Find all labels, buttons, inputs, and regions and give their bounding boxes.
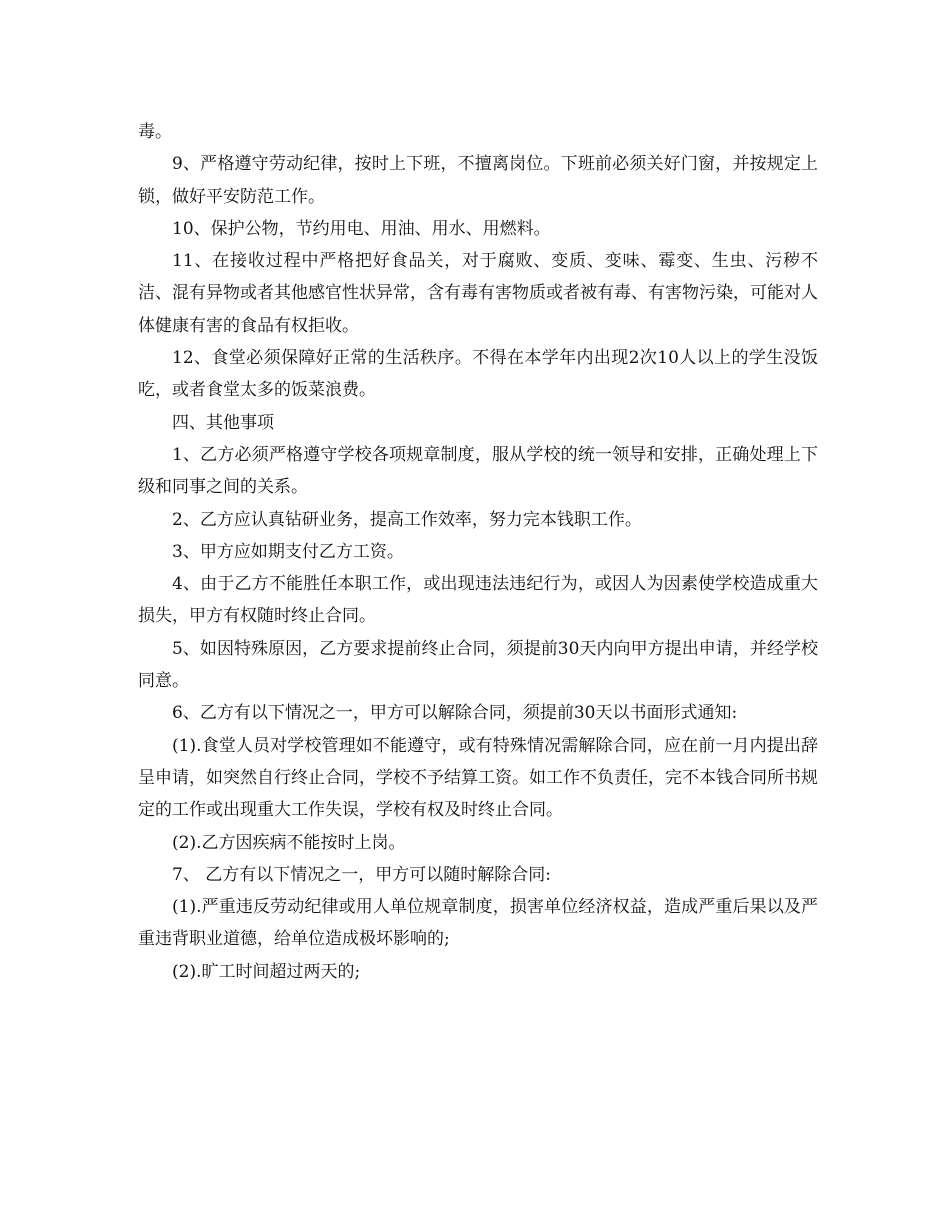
- paragraph: 1、乙方必须严格遵守学校各项规章制度，服从学校的统一领导和安排，正确处理上下级和同事之间的关系。: [138, 444, 818, 498]
- paragraph: (1).食堂人员对学校管理如不能遵守，或有特殊情况需解除合同，应在前一月内提出辞呈申请，如突然自行终止合同，学校不予结算工资。如工作不负责任，完不本钱合同所书规定的工作或出现重大工作失误，学校有权及时终止合同。: [138, 735, 818, 821]
- paragraph: 2、乙方应认真钻研业务，提高工作效率，努力完本钱职工作。: [172, 509, 642, 530]
- paragraph: 4、由于乙方不能胜任本职工作，或出现违法违纪行为，或因人为因素使学校造成重大损失，甲方有权随时终止合同。: [138, 574, 818, 627]
- paragraph: 11、在接收过程中严格把好食品关，对于腐败、变质、变味、霉变、生虫、污秽不洁、混有异物或者其他感官性状异常，含有毒有害物质或者被有毒、有害物污染，可能对人体健康有害的食品有权拒收。: [138, 251, 818, 336]
- paragraph: 9、严格遵守劳动纪律，按时上下班，不擅离岗位。下班前必须关好门窗，并按规定上锁，做好平安防范工作。: [138, 154, 818, 207]
- paragraph: 5、如因特殊原因，乙方要求提前终止合同，须提前30天内向甲方提出申请，并经学校同意。: [138, 638, 818, 692]
- document-body: [138, 116, 818, 988]
- paragraph: (2).旷工时间超过两天的;: [172, 961, 361, 982]
- paragraph: 6、乙方有以下情况之一，甲方可以解除合同，须提前30天以书面形式通知:: [172, 703, 738, 724]
- paragraph: (2).乙方因疾病不能按时上岗。: [172, 832, 406, 853]
- paragraph: 12、食堂必须保障好正常的生活秩序。不得在本学年内出现2次10人以上的学生没饭吃，或者食堂太多的饭菜浪费。: [138, 348, 818, 401]
- paragraph: (1).严重违反劳动纪律或用人单位规章制度，损害单位经济权益，造成严重后果以及严重违背职业道德，给单位造成极坏影响的;: [138, 897, 818, 950]
- paragraph: 3、甲方应如期支付乙方工资。: [172, 541, 404, 562]
- section-heading: 四、其他事项: [172, 412, 274, 433]
- paragraph: 7、 乙方有以下情况之一，甲方可以随时解除合同:: [172, 864, 551, 885]
- paragraph: 10、保护公物，节约用电、用油、用水、用燃料。: [172, 218, 551, 239]
- paragraph: 毒。: [138, 122, 172, 142]
